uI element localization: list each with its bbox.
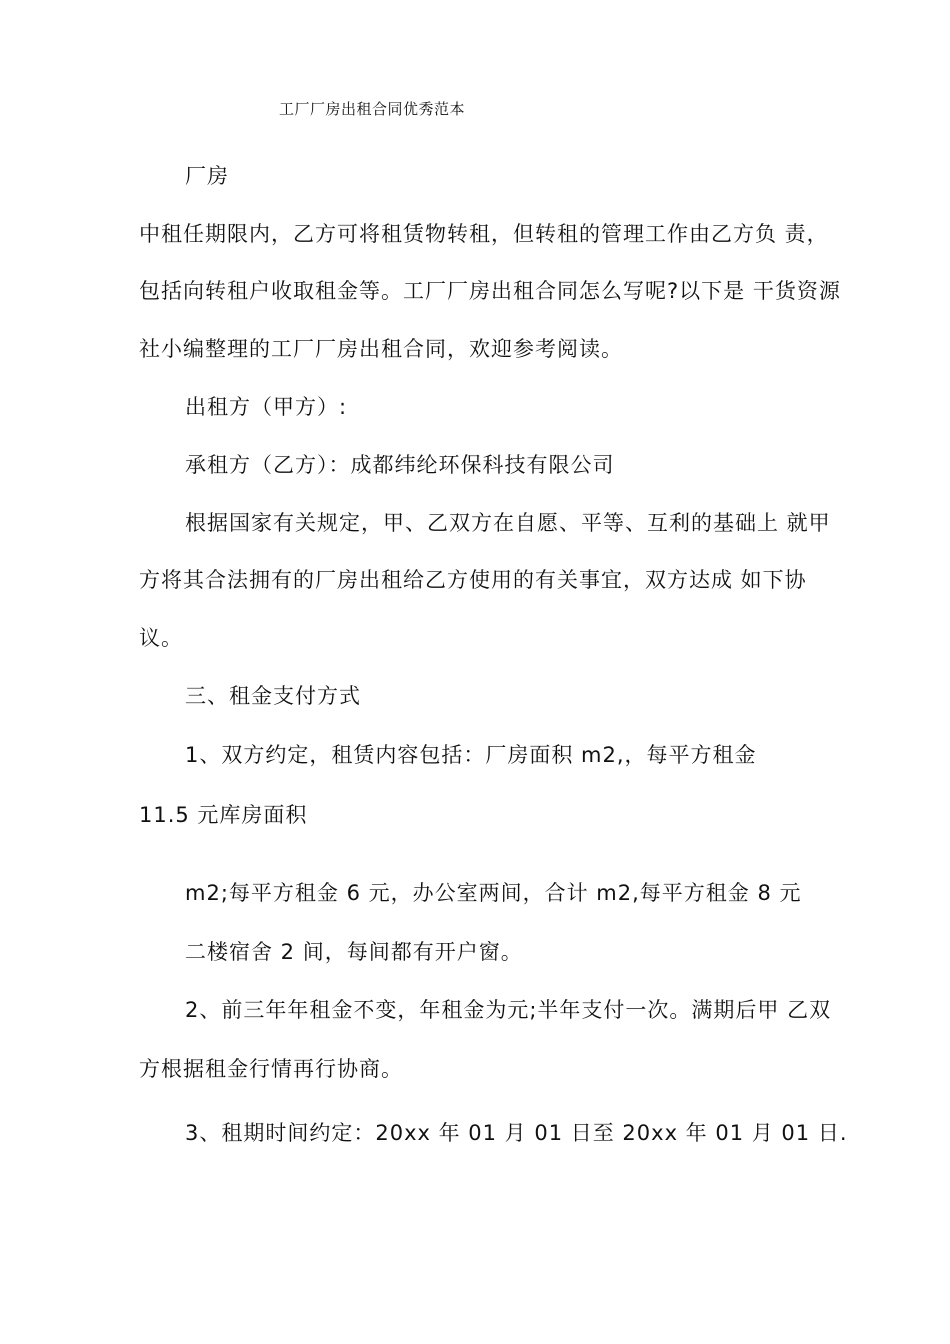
text-line: 根据国家有关规定，甲、乙双方在自愿、平等、互利的基础上 就甲 [185, 511, 831, 535]
text-line: 1、双方约定，租赁内容包括：厂房面积 m2,，每平方租金 [185, 743, 757, 767]
text-line: 二楼宿舍 2 间，每间都有开户窗。 [185, 940, 523, 964]
text-line: 2、前三年年租金不变，年租金为元;半年支付一次。满期后甲 乙双 [185, 998, 832, 1022]
text-line: m2;每平方租金 6 元，办公室两间，合计 m2,每平方租金 8 元 [185, 881, 802, 905]
text-line: 议。 [139, 626, 183, 650]
text-line: 方根据租金行情再行协商。 [139, 1057, 403, 1081]
text-line: 方将其合法拥有的厂房出租给乙方使用的有关事宜，双方达成 如下协 [139, 568, 807, 592]
text-line: 厂房 [185, 164, 229, 188]
text-line: 11.5 元库房面积 [139, 803, 308, 827]
text-line: 社小编整理的工厂厂房出租合同，欢迎参考阅读。 [139, 337, 623, 361]
text-line: 承租方（乙方）：成都纬纶环保科技有限公司 [185, 453, 615, 477]
text-line: 中租任期限内，乙方可将租赁物转租，但转租的管理工作由乙方负 责， [139, 222, 829, 246]
text-line: 3、租期时间约定：20xx 年 01 月 01 日至 20xx 年 01 月 01 日. [185, 1121, 848, 1145]
text-line: 出租方（甲方）: [185, 395, 348, 419]
section-heading: 三、租金支付方式 [185, 684, 361, 708]
text-line: 包括向转租户收取租金等。工厂厂房出租合同怎么写呢?以下是 干货资源 [139, 279, 841, 303]
document-title: 工厂厂房出租合同优秀范本 [279, 100, 466, 118]
